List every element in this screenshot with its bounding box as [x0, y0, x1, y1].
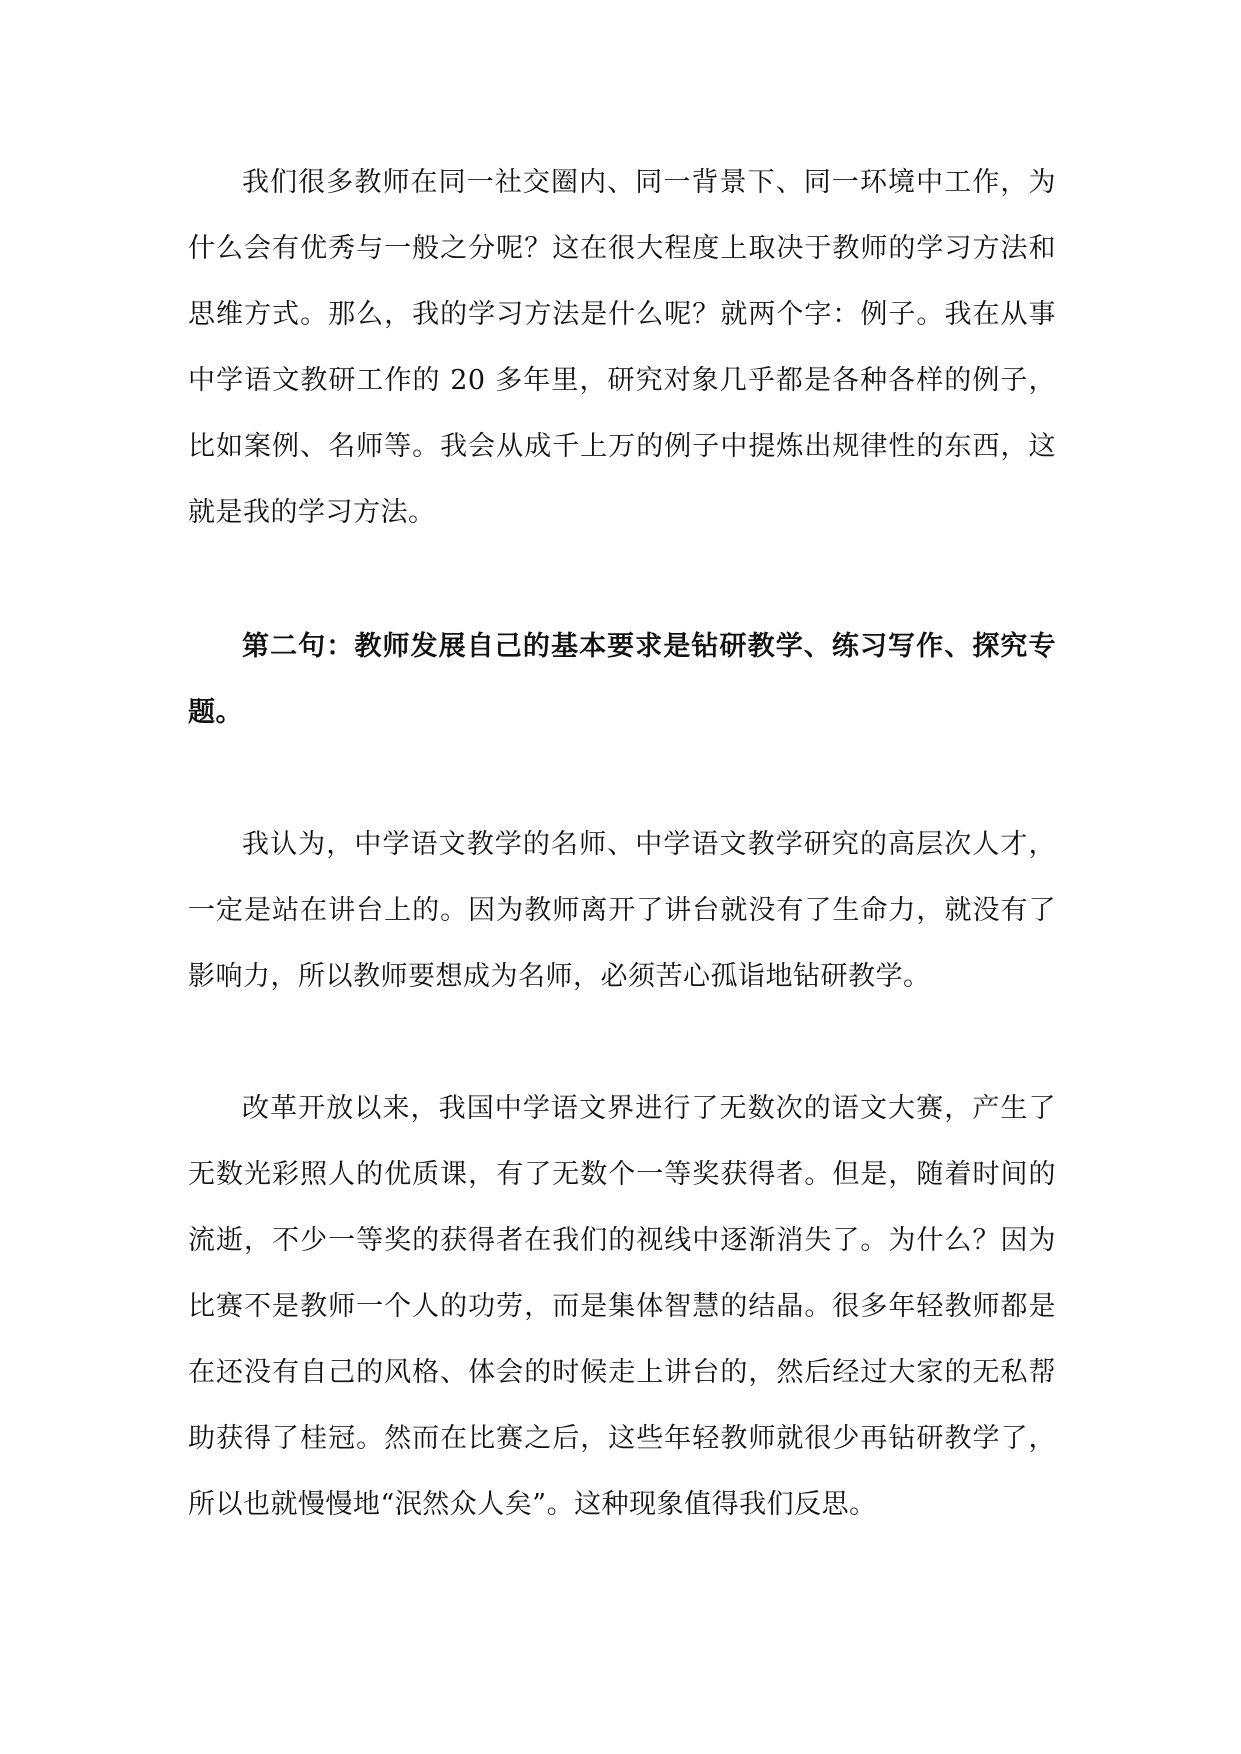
document-body	[188, 150, 1056, 1538]
paragraph-teaching-research: 我认为，中学语文教学的名师、中学语文教学研究的高层次人才，一定是站在讲台上的。因为教师离开了讲台就没有了生命力，就没有了影响力，所以教师要想成为名师，必须苦心孤诣地钻研教学。	[188, 829, 1056, 992]
paragraph-learning-method: 我们很多教师在同一社交圈内、同一背景下、同一环境中工作，为什么会有优秀与一般之分呢？这在很大程度上取决于教师的学习方法和思维方式。那么，我的学习方法是什么呢？就两个字：例子。我在从事中学语文教研工作的 20 多年里，研究对象几乎都是各种各样的例子，比如案例、名师等。我会从成千上万的例子中提炼出规律性的东西，这就是我的学习方法。	[188, 167, 1056, 528]
section-heading-second-sentence: 第二句：教师发展自己的基本要求是钻研教学、练习写作、探究专题。	[188, 631, 1056, 728]
paragraph-competition-reflection: 改革开放以来，我国中学语文界进行了无数次的语文大赛，产生了无数光彩照人的优质课，有了无数个一等奖获得者。但是，随着时间的流逝，不少一等奖的获得者在我们的视线中逐渐消失了。为什么？因为比赛不是教师一个人的功劳，而是集体智慧的结晶。很多年轻教师都是在还没有自己的风格、体会的时候走上讲台的，然后经过大家的无私帮助获得了桂冠。然而在比赛之后，这些年轻教师就很少再钻研教学了，所以也就慢慢地“泯然众人矣”。这种现象值得我们反思。	[188, 1093, 1056, 1520]
